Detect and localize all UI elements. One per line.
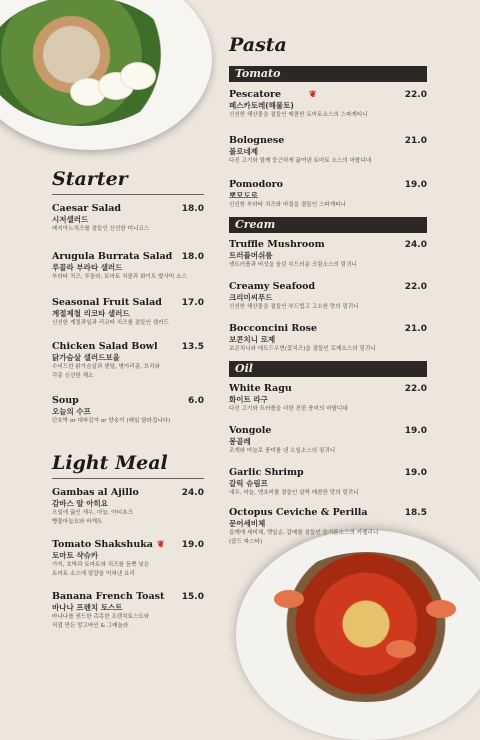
chili-pepper-icon: ❦ [156,540,165,550]
menu-item-truffle-mushroom [229,239,427,277]
item-description: 들깨에 세비체, 깻잎순, 갑배를 곁들인 들기름소스의 카펠리니 [229,530,379,536]
item-korean-name: 봉골레 [229,437,251,446]
item-description: 부라타 치즈, 루꼴라, 토마토 치콜과 화이트 발사믹 소스 [52,274,187,280]
item-name: Soup [52,395,79,406]
item-description: 다진 고기와 트러플을 더한 진한 풍미의 마팔디네 [229,406,348,412]
item-price: 22.0 [404,90,427,100]
item-description: 직접 만든 망고바인 & 그래놀라 [52,623,129,629]
item-description: 단호박 or 대파감자 or 양송이 (매일 달라집니다) [52,418,171,424]
light-meal-section [52,452,204,637]
item-name: Octopus Ceviche & Perilla [229,507,368,518]
item-description: 신선한 해산물을 곁들인 부드럽고 고소한 맛의 링귀니 [229,304,359,310]
item-price: 22.0 [404,282,427,292]
item-name: Pomodoro [229,179,283,190]
item-description: 신선한 부라타 치즈와 바질을 곁들인 스파게티니 [229,202,346,208]
item-name: Arugula Burrata Salad [52,251,173,262]
item-name: Caesar Salad [52,203,122,214]
seafood-pasta-photo [236,530,480,740]
item-korean-name: 감바스 알 아히요 [52,499,108,508]
item-korean-name: 오늘의 수프 [52,407,91,416]
item-name: White Ragu [229,383,292,394]
item-korean-name: 토마토 샥슈카 [52,551,99,560]
item-price: 21.0 [404,136,427,146]
item-price: 13.5 [181,342,204,352]
light-meal-title: Light Meal [52,452,168,474]
item-name-text: Tomato Shakshuka [52,539,153,550]
menu-item-chicken-salad-bowl [52,341,204,389]
pasta-section [229,34,427,549]
item-name: Truffle Mushroom [229,239,325,250]
item-price: 19.0 [404,180,427,190]
divider [52,478,204,479]
item-name: Bolognese [229,135,285,146]
item-description: 조개와 마늘로 풍미를 낸 오일소스의 링귀니 [229,448,336,454]
item-name: Bocconcini Rose [229,323,318,334]
chili-pepper-icon: ❦ [309,90,317,100]
category-bar-oil: Oil [229,361,427,377]
category-bar-cream: Cream [229,217,427,233]
item-description: 각종 신선한 채소 [52,373,94,379]
item-price: 6.0 [188,396,204,406]
item-korean-name: 닭가슴살 샐러드보울 [52,353,120,362]
item-price: 19.0 [181,540,204,550]
item-korean-name: 갈릭 슈림프 [229,479,268,488]
item-price: 19.0 [404,468,427,478]
menu-item-banana-french-toast [52,591,204,637]
item-description: 레지아노치즈를 곁들인 신선한 미니코스 [52,226,150,232]
category-bar-tomato: Tomato [229,66,427,82]
item-description: 빵물마늘요와 바게트 [52,519,103,525]
menu-item-vongole [229,425,427,463]
item-price: 15.0 [181,592,204,602]
item-korean-name: 문어세비체 [229,519,266,528]
menu-item-caesar-salad [52,203,204,241]
item-name: Gambas al Ajillo [52,487,139,498]
item-name [229,89,427,101]
item-price: 18.5 [404,508,427,518]
item-korean-name: 트러플머쉬룸 [229,251,273,260]
menu-item-pomodoro [229,179,427,215]
item-korean-name: 바나나 프렌치 토스트 [52,603,123,612]
item-description: 신선한 해산물을 곁들인 매콤한 토마토소스의 스파게티니 [229,112,368,118]
item-price: 24.0 [404,240,427,250]
item-korean-name: 루꼴라 부라타 샐러드 [52,263,123,272]
item-name: Seasonal Fruit Salad [52,297,162,308]
menu-item-white-ragu [229,383,427,421]
item-korean-name: 뽀모도로 [229,191,258,200]
item-korean-name: 크리미씨푸드 [229,293,273,302]
menu-item-seasonal-fruit-salad [52,297,204,335]
item-description: 오일에 끓인 새우, 마늘, 아티초크 [52,510,133,516]
item-description: (콜드 파스타) [229,539,263,545]
menu-item-bocconcini-rose [229,323,427,359]
divider [52,194,204,195]
pasta-title: Pasta [229,34,287,56]
item-korean-name: 시저샐러드 [52,215,89,224]
item-description: 다진 고기와 함께 뭉근하게 끓여낸 토마토 소스의 마팔디네 [229,158,372,164]
item-price: 18.0 [181,252,204,262]
item-name: Chicken Salad Bowl [52,341,158,352]
menu-item-soup [52,395,204,431]
menu-item-garlic-shrimp [229,467,427,505]
item-name: Banana French Toast [52,591,165,602]
item-name-text: Pescatore [229,89,281,100]
menu-item-tomato-shakshuka [52,539,204,585]
menu-item-arugula-burrata-salad [52,251,204,289]
menu-item-creamy-seafood [229,281,427,319]
item-description: 새우, 마늘, 엔초비를 곁들인 살짝 매콤한 맛의 링귀니 [229,490,359,496]
item-price: 22.0 [404,384,427,394]
item-korean-name: 화이트 라구 [229,395,268,404]
item-description: 신선한 계절과일과 리코타 치즈를 곁들인 샐러드 [52,320,169,326]
item-price: 18.0 [181,204,204,214]
item-price: 17.0 [181,298,204,308]
item-korean-name: 볼로네제 [229,147,258,156]
menu-item-pescatore [229,89,427,129]
item-description: 보콘치니와 데트드우면(꽃치즈)을 곁들인 로제소스의 링귀니 [229,346,376,352]
item-korean-name: 보콘치니 로제 [229,335,276,344]
item-description: 생트러플과 버섯을 올린 부드러운 크림소스의 링귀니 [229,262,357,268]
item-name: Garlic Shrimp [229,467,304,478]
menu-item-octopus-ceviche-perilla [229,507,427,549]
starter-title: Starter [52,168,128,190]
menu-item-gambas-al-ajillo [52,487,204,533]
item-name: Vongole [229,425,272,436]
item-description: 토마토 소스에 달걀을 익혀낸 요리 [52,571,135,577]
menu-item-bolognese [229,135,427,173]
item-description: 수비드한 닭가슴살과 렌틸, 병아리콩, 브리와 [52,364,160,370]
caesar-salad-photo [0,0,212,150]
item-price: 19.0 [404,426,427,436]
item-description: 가지, 호박과 토마토와 치즈를 듬뿍 넣은 [52,562,150,568]
item-name: Creamy Seafood [229,281,316,292]
starter-section [52,168,204,431]
item-description: 바나나를 샌드한 촉촉한 프렌치토스트와 [52,614,150,620]
item-price: 24.0 [181,488,204,498]
item-korean-name: 페스카토레(해물토) [229,101,294,110]
item-korean-name: 계절제철 리코타 샐러드 [52,309,130,318]
item-price: 21.0 [404,324,427,334]
